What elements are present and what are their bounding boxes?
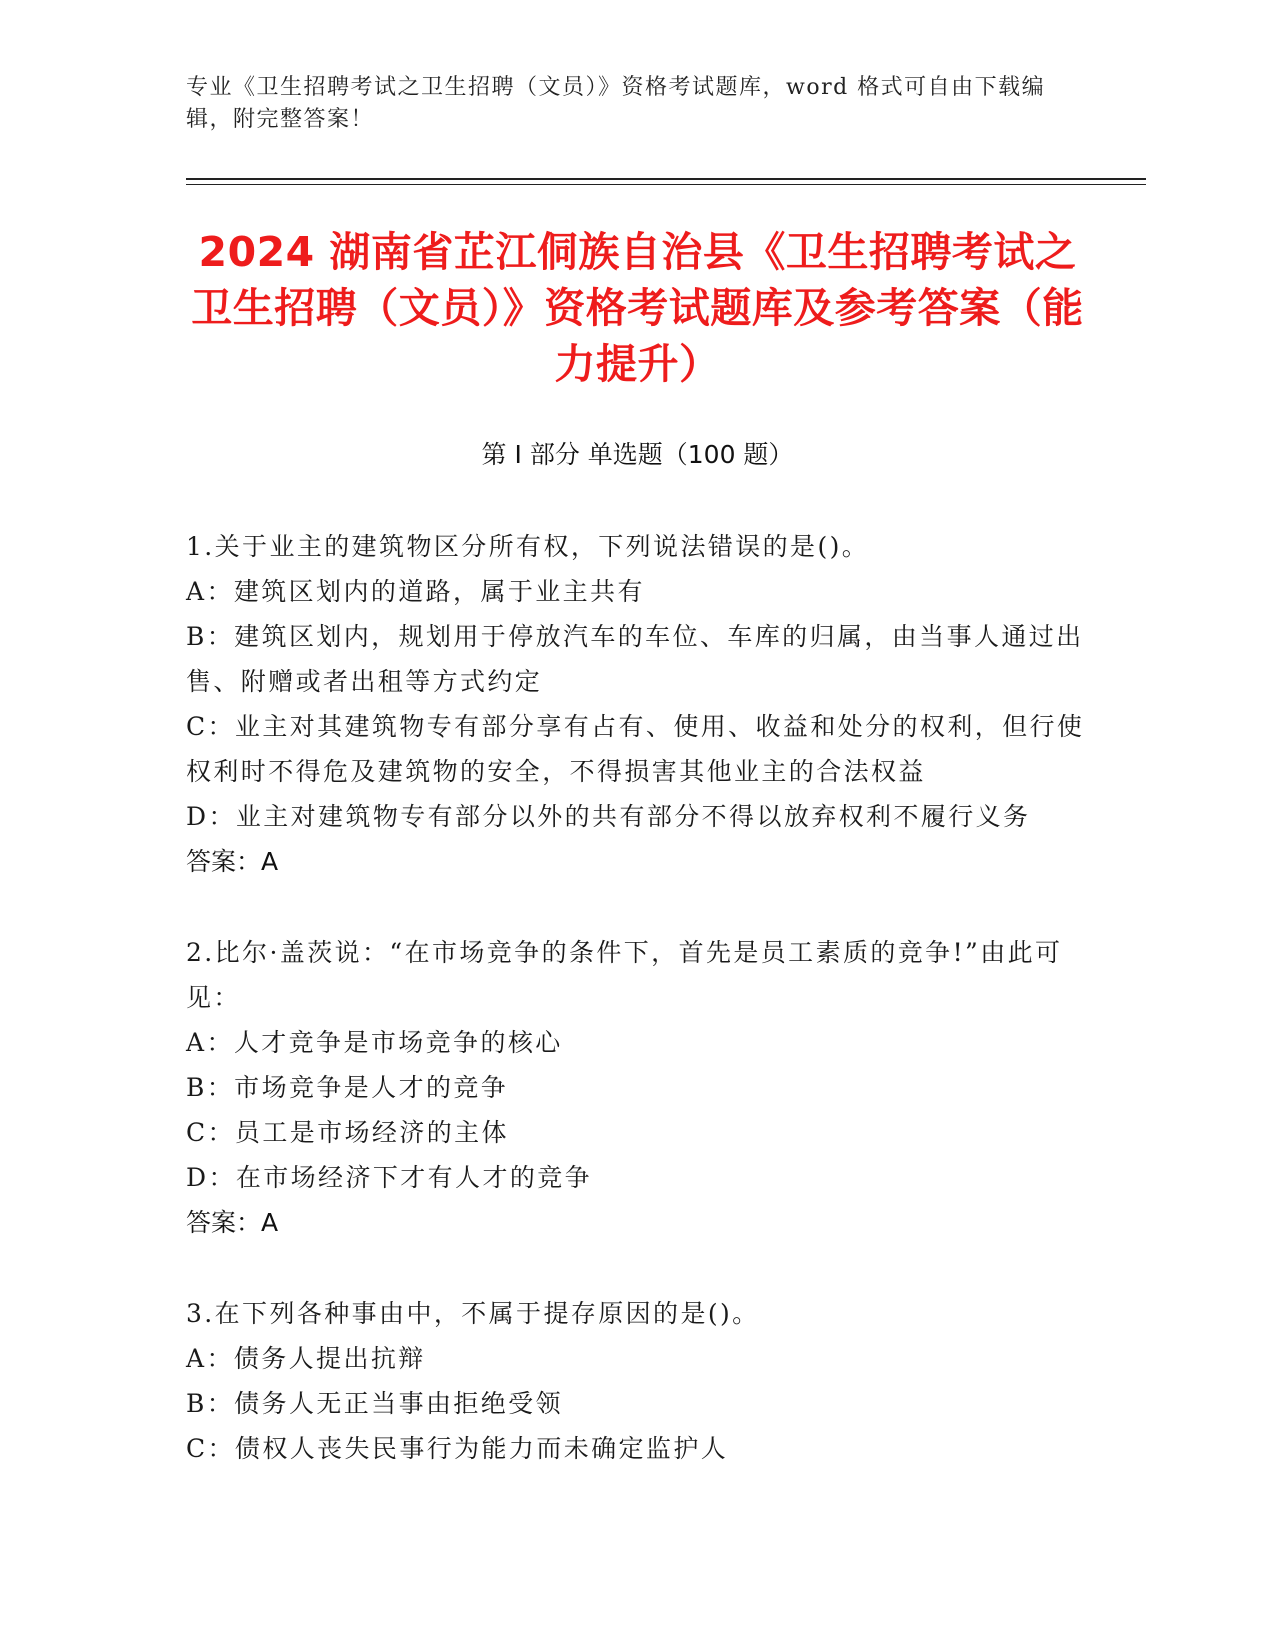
option-d: D：业主对建筑物专有部分以外的共有部分不得以放弃权利不履行义务 [186,802,1031,831]
header-divider [186,178,1146,180]
header-note: 专业《卫生招聘考试之卫生招聘（文员）》资格考试题库，word 格式可自由下载编辑，附完整答案！ [186,75,1046,132]
option-b: B：市场竞争是人才的竞争 [186,1073,509,1102]
option-d: D：在市场经济下才有人才的竞争 [186,1163,593,1192]
question-stem: 3.在下列各种事由中，不属于提存原因的是()。 [186,1299,760,1328]
question-list [186,524,1086,1517]
option-b: B：建筑区划内，规划用于停放汽车的车位、车库的归属，由当事人通过出售、附赠或者出租等方式约定 [186,622,1084,696]
option-a: A：人才竞争是市场竞争的核心 [186,1028,563,1057]
option-c: C：债权人丧失民事行为能力而未确定监护人 [186,1434,729,1463]
document-title: 2024 湖南省芷江侗族自治县《卫生招聘考试之卫生招聘（文员）》资格考试题库及参考答案（能力提升） [191,228,1084,388]
section-heading: 第 I 部分 单选题（100 题） [481,440,794,469]
question-stem: 2.比尔·盖茨说：“在市场竞争的条件下，首先是员工素质的竞争!”由此可见： [186,938,1063,1012]
option-a: A：债务人提出抗辩 [186,1344,426,1373]
answer-line: 答案：A [186,1208,279,1237]
question-2 [186,930,1086,1245]
option-a: A：建筑区划内的道路，属于业主共有 [186,577,645,606]
answer-line: 答案：A [186,847,279,876]
question-stem: 1.关于业主的建筑物区分所有权，下列说法错误的是()。 [186,532,870,561]
question-1 [186,524,1086,884]
header-divider-thin [186,184,1146,185]
question-3 [186,1291,1086,1471]
option-c: C：业主对其建筑物专有部分享有占有、使用、收益和处分的权利，但行使权利时不得危及建筑物的安全，不得损害其他业主的合法权益 [186,712,1085,786]
option-b: B：债务人无正当事由拒绝受领 [186,1389,563,1418]
option-c: C：员工是市场经济的主体 [186,1118,509,1147]
